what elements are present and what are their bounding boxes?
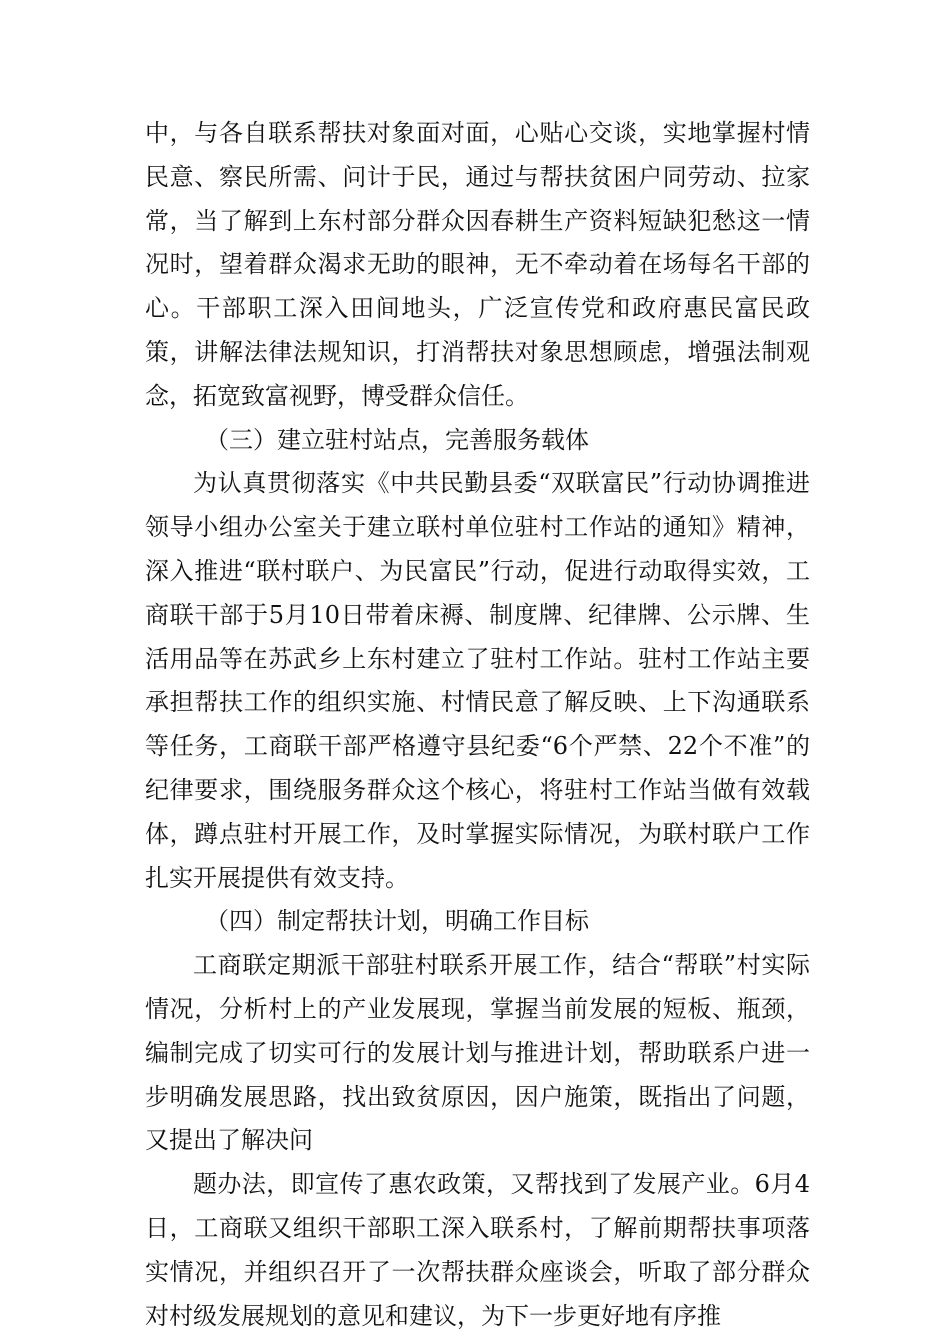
paragraph-plan: 工商联定期派干部驻村联系开展工作，结合“帮联”村实际情况，分析村上的产业发展现，掌握当前发展的短板、瓶颈，编制完成了切实可行的发展计划与推进计划，帮助联系户进一步明确发展思路，找出致贫原因，因户施策，既指出了问题，又提出了解决问	[145, 951, 810, 1155]
document-body	[145, 112, 810, 1338]
paragraph-continuation: 中，与各自联系帮扶对象面对面，心贴心交谈，实地掌握村情民意、察民所需、问计于民，通过与帮扶贫困户同劳动、拉家常，当了解到上东村部分群众因春耕生产资料短缺犯愁这一情况时，望着群众渴求无助的眼神，无不牵动着在场每名干部的心。干部职工深入田间地头，广泛宣传党和政府惠民富民政策，讲解法律法规知识，打消帮扶对象思想顾虑，增强法制观念，拓宽致富视野，博受群众信任。	[145, 119, 810, 410]
section-heading-3: （三）建立驻村站点，完善服务载体	[205, 425, 589, 454]
paragraph-station: 为认真贯彻落实《中共民勤县委“双联富民”行动协调推进领导小组办公室关于建立联村单位驻村工作站的通知》精神，深入推进“联村联户、为民富民”行动，促进行动取得实效，工商联干部于5月10日带着床褥、制度牌、纪律牌、公示牌、生活用品等在苏武乡上东村建立了驻村工作站。驻村工作站主要承担帮扶工作的组织实施、村情民意了解反映、上下沟通联系等任务，工商联干部严格遵守县纪委“6个严禁、22个不准”的纪律要求，围绕服务群众这个核心，将驻村工作站当做有效载体，蹲点驻村开展工作，及时掌握实际情况，为联村联户工作扎实开展提供有效支持。	[145, 469, 810, 892]
paragraph-followup: 题办法，即宣传了惠农政策，又帮找到了发展产业。6月4日，工商联又组织干部职工深入联系村，了解前期帮扶事项落实情况，并组织召开了一次帮扶群众座谈会，听取了部分群众对村级发展规划的意见和建议，为下一步更好地有序推	[145, 1170, 810, 1330]
section-heading-4: （四）制定帮扶计划，明确工作目标	[205, 907, 589, 936]
